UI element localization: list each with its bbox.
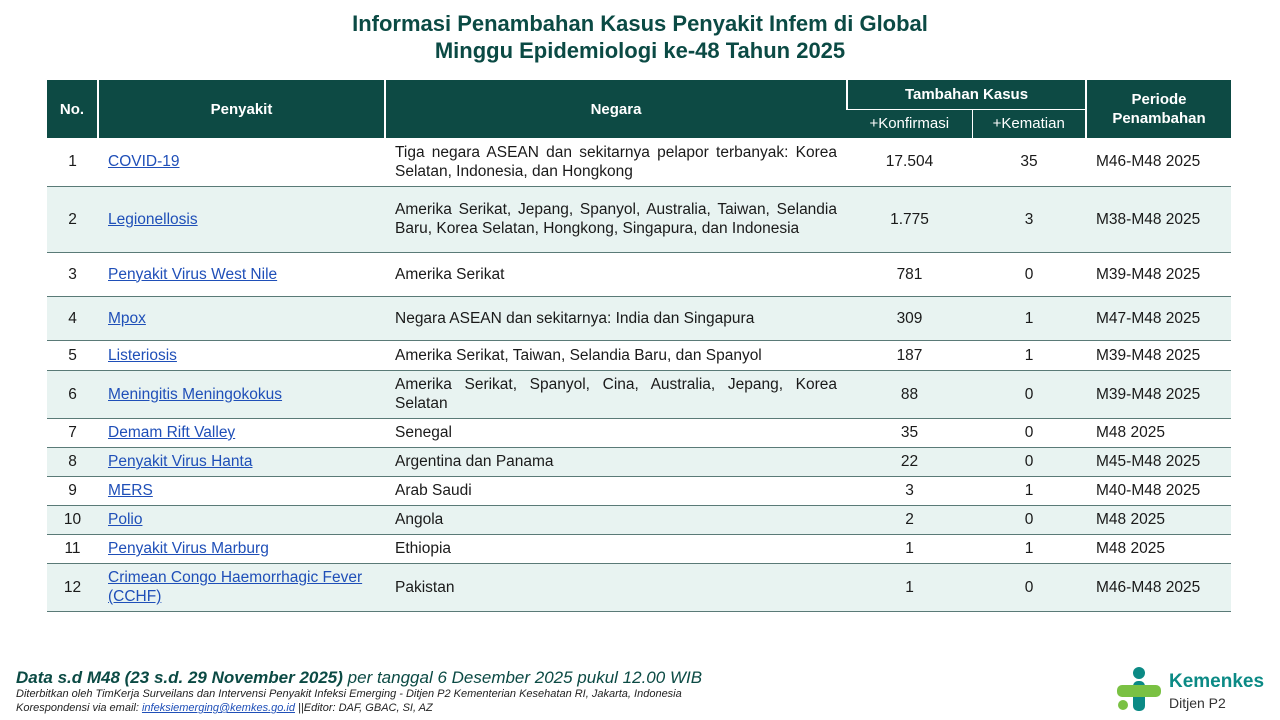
cell-konfirmasi: 781 (847, 252, 972, 296)
table-row (47, 447, 1231, 476)
cell-no: 2 (47, 186, 98, 252)
cell-kematian: 0 (972, 418, 1086, 447)
table-header (47, 80, 1231, 138)
footer-data-timestamp: per tanggal 6 Desember 2025 pukul 12.00 WIB (342, 668, 703, 687)
cell-kematian: 0 (972, 505, 1086, 534)
disease-link[interactable]: Polio (108, 511, 143, 528)
disease-link[interactable]: Crimean Congo Haemorrhagic Fever (CCHF) (108, 569, 363, 605)
cell-no: 1 (47, 138, 98, 186)
cell-penyakit (98, 370, 385, 418)
cell-kematian: 1 (972, 296, 1086, 340)
cell-kematian: 1 (972, 476, 1086, 505)
cell-kematian: 1 (972, 534, 1086, 563)
cell-no: 12 (47, 563, 98, 611)
cell-penyakit (98, 186, 385, 252)
page-title (0, 10, 1280, 64)
table-row (47, 370, 1231, 418)
cell-konfirmasi: 2 (847, 505, 972, 534)
cell-no: 4 (47, 296, 98, 340)
cell-negara: Angola (385, 505, 847, 534)
table-row (47, 296, 1231, 340)
kemenkes-logo (1113, 665, 1273, 715)
header-periode: Periode Penambahan (1086, 80, 1231, 138)
cell-no: 10 (47, 505, 98, 534)
cell-periode: M39-M48 2025 (1086, 340, 1231, 370)
cell-kematian: 0 (972, 563, 1086, 611)
cell-no: 9 (47, 476, 98, 505)
cell-penyakit (98, 252, 385, 296)
table-row (47, 534, 1231, 563)
cell-periode: M48 2025 (1086, 534, 1231, 563)
cell-konfirmasi: 17.504 (847, 138, 972, 186)
cell-negara: Pakistan (385, 563, 847, 611)
cell-konfirmasi: 187 (847, 340, 972, 370)
table-row (47, 252, 1231, 296)
cell-no: 5 (47, 340, 98, 370)
footer-contact-prefix: Korespondensi via email: (16, 702, 142, 714)
cell-konfirmasi: 3 (847, 476, 972, 505)
cell-konfirmasi: 22 (847, 447, 972, 476)
cell-negara: Amerika Serikat, Spanyol, Cina, Australia, Jepang, Korea Selatan (385, 370, 847, 418)
cell-negara: Argentina dan Panama (385, 447, 847, 476)
cell-periode: M46-M48 2025 (1086, 563, 1231, 611)
cell-kematian: 3 (972, 186, 1086, 252)
disease-link[interactable]: MERS (108, 482, 153, 499)
header-kematian: +Kematian (972, 109, 1086, 138)
cell-kematian: 35 (972, 138, 1086, 186)
cell-periode: M48 2025 (1086, 505, 1231, 534)
cell-periode: M38-M48 2025 (1086, 186, 1231, 252)
cell-penyakit (98, 138, 385, 186)
disease-table (47, 80, 1231, 612)
disease-link[interactable]: Meningitis Meningokokus (108, 385, 283, 403)
cell-kematian: 0 (972, 252, 1086, 296)
cell-konfirmasi: 1 (847, 563, 972, 611)
cell-periode: M47-M48 2025 (1086, 296, 1231, 340)
cell-negara: Tiga negara ASEAN dan sekitarnya pelapor terbanyak: Korea Selatan, Indonesia, dan Hongkong (385, 138, 847, 186)
cell-no: 6 (47, 370, 98, 418)
cell-no: 8 (47, 447, 98, 476)
cell-periode: M39-M48 2025 (1086, 252, 1231, 296)
cell-negara: Senegal (385, 418, 847, 447)
cell-negara: Negara ASEAN dan sekitarnya: India dan Singapura (385, 296, 847, 340)
table-row (47, 505, 1231, 534)
cell-konfirmasi: 88 (847, 370, 972, 418)
cell-penyakit (98, 447, 385, 476)
table-row (47, 186, 1231, 252)
disease-link[interactable]: Mpox (108, 309, 146, 327)
header-konfirmasi: +Konfirmasi (847, 109, 972, 138)
cell-penyakit (98, 534, 385, 563)
cell-negara: Arab Saudi (385, 476, 847, 505)
table-row (47, 476, 1231, 505)
footer-contact (16, 702, 433, 714)
cell-negara: Amerika Serikat, Jepang, Spanyol, Australia, Taiwan, Selandia Baru, Korea Selatan, Hongkong, Singapura, dan Indonesia (385, 186, 847, 252)
cell-konfirmasi: 309 (847, 296, 972, 340)
cell-no: 11 (47, 534, 98, 563)
disease-link[interactable]: Penyakit Virus West Nile (108, 265, 278, 283)
header-tambahan-kasus: Tambahan Kasus (847, 80, 1086, 109)
title-line-1: Informasi Penambahan Kasus Penyakit Infem di Global (352, 11, 928, 36)
logo-brand-text: Kemenkes (1169, 671, 1265, 692)
cell-negara: Amerika Serikat (385, 252, 847, 296)
table-row (47, 138, 1231, 186)
footer-data-period: Data s.d M48 (23 s.d. 29 November 2025) (16, 668, 343, 687)
cell-penyakit (98, 418, 385, 447)
cell-penyakit (98, 563, 385, 611)
cell-periode: M39-M48 2025 (1086, 370, 1231, 418)
table-body (47, 138, 1231, 611)
cell-kematian: 0 (972, 370, 1086, 418)
disease-link[interactable]: Penyakit Virus Hanta (108, 453, 253, 470)
cell-konfirmasi: 1 (847, 534, 972, 563)
disease-link[interactable]: Demam Rift Valley (108, 424, 236, 441)
footer-contact-email-link[interactable]: infeksiemerging@kemkes.go.id (141, 702, 295, 714)
cell-konfirmasi: 1.775 (847, 186, 972, 252)
cell-negara: Amerika Serikat, Taiwan, Selandia Baru, dan Spanyol (385, 340, 847, 370)
cell-penyakit (98, 505, 385, 534)
logo-sub-text: Ditjen P2 (1169, 695, 1226, 711)
footer-contact-editor: ||Editor: DAF, GBAC, SI, AZ (294, 702, 433, 714)
table-row (47, 418, 1231, 447)
cell-kematian: 0 (972, 447, 1086, 476)
disease-link[interactable]: Listeriosis (108, 346, 177, 364)
cell-no: 3 (47, 252, 98, 296)
cell-negara: Ethiopia (385, 534, 847, 563)
cell-periode: M45-M48 2025 (1086, 447, 1231, 476)
cell-periode: M46-M48 2025 (1086, 138, 1231, 186)
table-row (47, 340, 1231, 370)
disease-link[interactable]: Penyakit Virus Marburg (108, 540, 269, 557)
cell-periode: M40-M48 2025 (1086, 476, 1231, 505)
cell-periode: M48 2025 (1086, 418, 1231, 447)
cell-no: 7 (47, 418, 98, 447)
cell-penyakit (98, 340, 385, 370)
cell-konfirmasi: 35 (847, 418, 972, 447)
cell-penyakit (98, 296, 385, 340)
header-penyakit: Penyakit (98, 80, 385, 138)
footer-data-note (16, 668, 702, 688)
table-row (47, 563, 1231, 611)
cell-penyakit (98, 476, 385, 505)
kemenkes-logo-icon (1113, 665, 1165, 715)
disease-link[interactable]: COVID-19 (108, 153, 180, 171)
disease-link[interactable]: Legionellosis (108, 210, 198, 228)
cell-kematian: 1 (972, 340, 1086, 370)
header-no: No. (47, 80, 98, 138)
footer-published: Diterbitkan oleh TimKerja Surveilans dan Intervensi Penyakit Infeksi Emerging - Ditjen P2 Kementerian Kesehatan RI, Jakarta, Indonesia (16, 688, 682, 700)
header-negara: Negara (385, 80, 847, 138)
title-line-2: Minggu Epidemiologi ke-48 Tahun 2025 (434, 38, 846, 63)
